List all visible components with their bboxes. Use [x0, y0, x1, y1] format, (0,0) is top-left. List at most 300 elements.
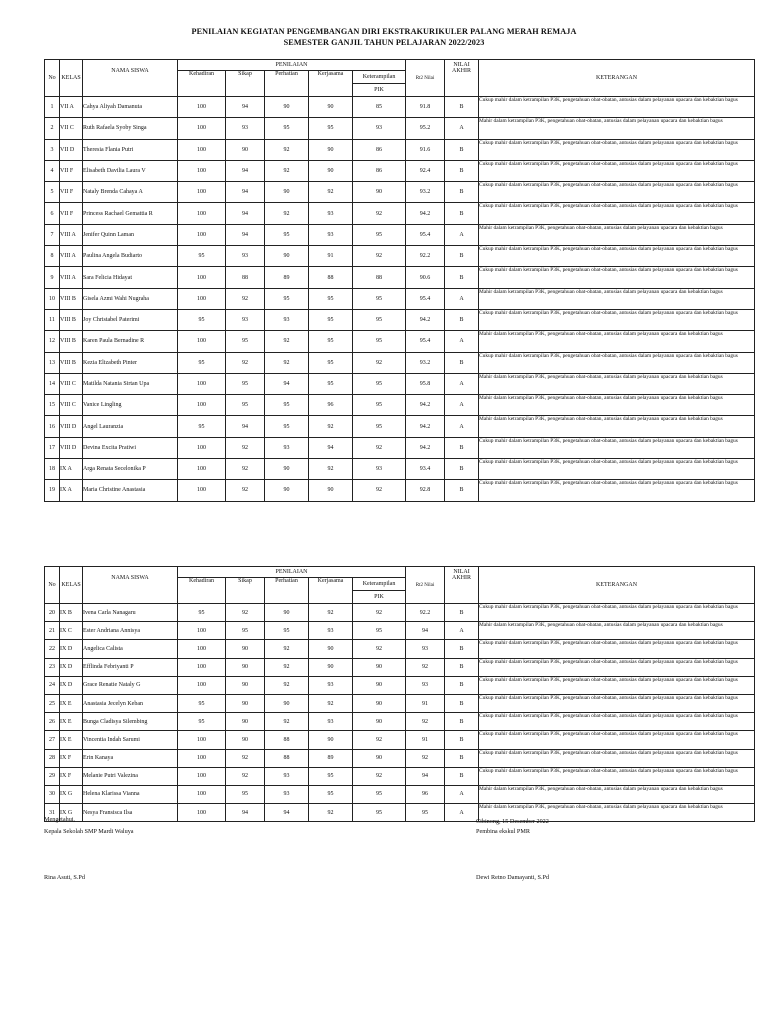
cell-sikap: 90 — [226, 139, 265, 160]
cell-sikap: 94 — [226, 224, 265, 245]
cell-nama: Melanie Putri Valezina — [83, 767, 178, 785]
table-row — [45, 395, 755, 416]
header-perhatian: Perhatian — [265, 578, 309, 604]
cell-kehadiran: 100 — [178, 731, 226, 749]
cell-sikap: 90 — [226, 658, 265, 676]
cell-sikap: 93 — [226, 246, 265, 267]
header-nama: NAMA SISWA — [83, 60, 178, 97]
cell-kerjasama: 90 — [309, 160, 353, 181]
cell-sikap: 93 — [226, 118, 265, 139]
cell-perhatian: 90 — [265, 246, 309, 267]
cell-kehadiran: 100 — [178, 224, 226, 245]
cell-nama: Gisela Azmi Wahi Nugraha — [83, 288, 178, 309]
cell-nama: Angelica Calista — [83, 640, 178, 658]
cell-kehadiran: 95 — [178, 604, 226, 622]
table-row — [45, 182, 755, 203]
table-row — [45, 622, 755, 640]
cell-no: 19 — [45, 480, 60, 501]
cell-kelas: IX B — [60, 604, 83, 622]
cell-kelas: IX D — [60, 640, 83, 658]
cell-nilai-akhir: A — [445, 224, 479, 245]
cell-perhatian: 93 — [265, 309, 309, 330]
cell-keterangan: Cukup mahir dalam ketrampilan P3K, pengetahuan obat-obatan, antusias dalam pelayanan upacara dan kebaktian bagus — [479, 437, 755, 458]
cell-keterampilan: 92 — [353, 352, 406, 373]
cell-no: 26 — [45, 713, 60, 731]
cell-kehadiran: 100 — [178, 640, 226, 658]
table-row — [45, 373, 755, 394]
cell-kerjasama: 90 — [309, 658, 353, 676]
cell-kehadiran: 100 — [178, 139, 226, 160]
cell-kelas: VIII A — [60, 267, 83, 288]
cell-kerjasama: 95 — [309, 767, 353, 785]
cell-perhatian: 94 — [265, 373, 309, 394]
cell-kerjasama: 95 — [309, 373, 353, 394]
cell-nilai-akhir: A — [445, 416, 479, 437]
footer-mengetahui: Mengetahui, — [44, 816, 76, 823]
cell-keterampilan: 86 — [353, 139, 406, 160]
cell-rata: 92 — [406, 713, 445, 731]
cell-kehadiran: 100 — [178, 785, 226, 803]
cell-kelas: IX E — [60, 713, 83, 731]
cell-kelas: IX F — [60, 749, 83, 767]
table-row — [45, 437, 755, 458]
cell-rata: 92.2 — [406, 604, 445, 622]
cell-keterangan: Mahir dalam ketrampilan P3K, pengetahuan obat-obatan, antusias dalam pelayanan upacara dan kebaktian bagus — [479, 395, 755, 416]
cell-rata: 93.4 — [406, 459, 445, 480]
header-kelas: KELAS — [60, 60, 83, 97]
cell-sikap: 95 — [226, 622, 265, 640]
cell-nilai-akhir: B — [445, 437, 479, 458]
cell-no: 23 — [45, 658, 60, 676]
cell-sikap: 94 — [226, 182, 265, 203]
cell-kerjasama: 95 — [309, 309, 353, 330]
cell-kelas: IX F — [60, 767, 83, 785]
cell-keterampilan: 95 — [353, 395, 406, 416]
cell-kelas: VIII D — [60, 437, 83, 458]
cell-nama: Devina Excita Pratiwi — [83, 437, 178, 458]
cell-keterangan: Cukup mahir dalam ketrampilan P3K, pengetahuan obat-obatan, antusias dalam pelayanan upacara dan kebaktian bagus — [479, 713, 755, 731]
cell-nilai-akhir: B — [445, 713, 479, 731]
cell-perhatian: 95 — [265, 118, 309, 139]
cell-keterampilan: 92 — [353, 604, 406, 622]
cell-keterampilan: 90 — [353, 749, 406, 767]
table-row — [45, 203, 755, 224]
cell-no: 30 — [45, 785, 60, 803]
cell-kehadiran: 100 — [178, 118, 226, 139]
cell-rata: 91 — [406, 694, 445, 712]
cell-keterangan: Cukup mahir dalam ketrampilan P3K, pengetahuan obat-obatan, antusias dalam pelayanan upacara dan kebaktian bagus — [479, 459, 755, 480]
cell-perhatian: 88 — [265, 749, 309, 767]
cell-kelas: VIII C — [60, 373, 83, 394]
cell-kehadiran: 100 — [178, 395, 226, 416]
cell-kehadiran: 100 — [178, 437, 226, 458]
cell-perhatian: 90 — [265, 480, 309, 501]
cell-kelas: VII C — [60, 118, 83, 139]
cell-keterampilan: 92 — [353, 203, 406, 224]
table-row — [45, 267, 755, 288]
table-row — [45, 118, 755, 139]
cell-nilai-akhir: B — [445, 97, 479, 118]
cell-kelas: VII F — [60, 182, 83, 203]
header-nilai-akhir: NILAI AKHIR — [445, 60, 479, 97]
cell-nama: Nesya Fransisca Ilsa — [83, 804, 178, 822]
cell-sikap: 92 — [226, 288, 265, 309]
cell-keterampilan: 93 — [353, 459, 406, 480]
cell-kerjasama: 92 — [309, 604, 353, 622]
cell-keterangan: Mahir dalam ketrampilan P3K, pengetahuan obat-obatan, antusias dalam pelayanan upacara dan kebaktian bagus — [479, 804, 755, 822]
cell-perhatian: 92 — [265, 676, 309, 694]
cell-no: 9 — [45, 267, 60, 288]
cell-no: 21 — [45, 622, 60, 640]
cell-sikap: 90 — [226, 640, 265, 658]
cell-nama: Cahya Aliyah Damanuta — [83, 97, 178, 118]
cell-kerjasama: 94 — [309, 437, 353, 458]
table-row — [45, 694, 755, 712]
cell-keterampilan: 88 — [353, 267, 406, 288]
cell-keterampilan: 90 — [353, 676, 406, 694]
cell-keterampilan: 86 — [353, 160, 406, 181]
footer-pembina-name: Dewi Retno Damayanti, S.Pd — [476, 874, 550, 881]
cell-no: 3 — [45, 139, 60, 160]
cell-keterampilan: 90 — [353, 713, 406, 731]
cell-keterangan: Cukup mahir dalam ketrampilan P3K, pengetahuan obat-obatan, antusias dalam pelayanan upacara dan kebaktian bagus — [479, 97, 755, 118]
cell-nilai-akhir: B — [445, 352, 479, 373]
cell-sikap: 95 — [226, 395, 265, 416]
cell-kehadiran: 100 — [178, 373, 226, 394]
cell-no: 24 — [45, 676, 60, 694]
cell-keterampilan: 90 — [353, 182, 406, 203]
cell-rata: 93 — [406, 676, 445, 694]
cell-kerjasama: 90 — [309, 97, 353, 118]
cell-nilai-akhir: A — [445, 804, 479, 822]
cell-perhatian: 93 — [265, 767, 309, 785]
cell-kelas: VII D — [60, 139, 83, 160]
cell-kelas: VII A — [60, 97, 83, 118]
cell-rata: 94.2 — [406, 203, 445, 224]
cell-keterampilan: 95 — [353, 416, 406, 437]
cell-perhatian: 92 — [265, 331, 309, 352]
cell-keterampilan: 95 — [353, 785, 406, 803]
cell-kerjasama: 95 — [309, 288, 353, 309]
cell-keterampilan: 93 — [353, 118, 406, 139]
cell-nilai-akhir: B — [445, 203, 479, 224]
cell-kelas: IX G — [60, 785, 83, 803]
header-rata: Rt2 Nilai — [406, 60, 445, 97]
cell-kerjasama: 93 — [309, 676, 353, 694]
header-sikap: Sikap — [226, 71, 265, 97]
cell-perhatian: 95 — [265, 416, 309, 437]
header-kelas: KELAS — [60, 567, 83, 604]
cell-kelas: IX C — [60, 622, 83, 640]
cell-no: 31 — [45, 804, 60, 822]
cell-kehadiran: 100 — [178, 622, 226, 640]
cell-keterangan: Cukup mahir dalam ketrampilan P3K, pengetahuan obat-obatan, antusias dalam pelayanan upacara dan kebaktian bagus — [479, 139, 755, 160]
cell-kerjasama: 93 — [309, 224, 353, 245]
header-kerjasama: Kerjasama — [309, 71, 353, 97]
cell-no: 10 — [45, 288, 60, 309]
cell-keterangan: Mahir dalam ketrampilan P3K, pengetahuan obat-obatan, antusias dalam pelayanan upacara dan kebaktian bagus — [479, 288, 755, 309]
cell-keterangan: Cukup mahir dalam ketrampilan P3K, pengetahuan obat-obatan, antusias dalam pelayanan upacara dan kebaktian bagus — [479, 767, 755, 785]
cell-keterangan: Cukup mahir dalam ketrampilan P3K, pengetahuan obat-obatan, antusias dalam pelayanan upacara dan kebaktian bagus — [479, 604, 755, 622]
cell-nama: Arga Renata Secelonika P — [83, 459, 178, 480]
footer-pembina-title: Pembina ekskul PMR — [476, 828, 530, 835]
cell-nilai-akhir: A — [445, 395, 479, 416]
cell-sikap: 92 — [226, 749, 265, 767]
cell-kelas: IX D — [60, 676, 83, 694]
cell-sikap: 93 — [226, 309, 265, 330]
header-perhatian: Perhatian — [265, 71, 309, 97]
header-keterangan: KETERANGAN — [479, 567, 755, 604]
cell-rata: 92.2 — [406, 246, 445, 267]
cell-kelas: IX E — [60, 731, 83, 749]
cell-kerjasama: 95 — [309, 352, 353, 373]
cell-kehadiran: 95 — [178, 416, 226, 437]
cell-rata: 91 — [406, 731, 445, 749]
cell-kehadiran: 100 — [178, 804, 226, 822]
cell-nama: Ivena Carla Nanagaru — [83, 604, 178, 622]
table-row — [45, 676, 755, 694]
cell-nama: Erin Kanaya — [83, 749, 178, 767]
cell-perhatian: 90 — [265, 459, 309, 480]
cell-nama: Grace Renatie Nataly G — [83, 676, 178, 694]
header-kehadiran: Kehadiran — [178, 578, 226, 604]
cell-rata: 91.8 — [406, 97, 445, 118]
cell-kerjasama: 95 — [309, 331, 353, 352]
cell-no: 29 — [45, 767, 60, 785]
grades-table-1 — [44, 59, 755, 502]
cell-kehadiran: 95 — [178, 246, 226, 267]
cell-nama: Jenifer Quinn Laman — [83, 224, 178, 245]
cell-keterampilan: 92 — [353, 640, 406, 658]
cell-kehadiran: 100 — [178, 203, 226, 224]
table-row — [45, 713, 755, 731]
table-row — [45, 459, 755, 480]
cell-sikap: 90 — [226, 694, 265, 712]
cell-keterangan: Cukup mahir dalam ketrampilan P3K, pengetahuan obat-obatan, antusias dalam pelayanan upacara dan kebaktian bagus — [479, 480, 755, 501]
table-row — [45, 97, 755, 118]
cell-perhatian: 95 — [265, 224, 309, 245]
cell-nilai-akhir: B — [445, 676, 479, 694]
cell-sikap: 92 — [226, 437, 265, 458]
cell-kerjasama: 90 — [309, 480, 353, 501]
table-row — [45, 785, 755, 803]
cell-keterampilan: 92 — [353, 437, 406, 458]
cell-nilai-akhir: B — [445, 160, 479, 181]
cell-keterampilan: 95 — [353, 804, 406, 822]
cell-kerjasama: 96 — [309, 395, 353, 416]
cell-keterangan: Cukup mahir dalam ketrampilan P3K, pengetahuan obat-obatan, antusias dalam pelayanan upacara dan kebaktian bagus — [479, 309, 755, 330]
cell-nilai-akhir: B — [445, 480, 479, 501]
cell-perhatian: 89 — [265, 267, 309, 288]
cell-kehadiran: 100 — [178, 182, 226, 203]
cell-nilai-akhir: A — [445, 288, 479, 309]
header-kehadiran: Kehadiran — [178, 71, 226, 97]
table-row — [45, 246, 755, 267]
cell-sikap: 92 — [226, 604, 265, 622]
table-row — [45, 767, 755, 785]
cell-no: 5 — [45, 182, 60, 203]
cell-nama: Paulina Angela Budiarto — [83, 246, 178, 267]
cell-kerjasama: 89 — [309, 749, 353, 767]
cell-rata: 94.2 — [406, 395, 445, 416]
cell-keterangan: Cukup mahir dalam ketrampilan P3K, pengetahuan obat-obatan, antusias dalam pelayanan upacara dan kebaktian bagus — [479, 658, 755, 676]
cell-nama: Efflinda Febriyanti P — [83, 658, 178, 676]
cell-nama: Helena Klarissa Vianna — [83, 785, 178, 803]
header-keterampilan: Keterampilan — [353, 71, 406, 84]
cell-keterangan: Cukup mahir dalam ketrampilan P3K, pengetahuan obat-obatan, antusias dalam pelayanan upacara dan kebaktian bagus — [479, 182, 755, 203]
table-row — [45, 352, 755, 373]
table-row — [45, 416, 755, 437]
cell-nama: Theresia Flania Putri — [83, 139, 178, 160]
cell-nama: Joy Christabel Paterimi — [83, 309, 178, 330]
cell-rata: 93.2 — [406, 182, 445, 203]
cell-kelas: VIII B — [60, 352, 83, 373]
cell-kelas: IX A — [60, 480, 83, 501]
cell-kelas: VII F — [60, 203, 83, 224]
cell-no: 25 — [45, 694, 60, 712]
cell-rata: 95.4 — [406, 224, 445, 245]
cell-rata: 92 — [406, 749, 445, 767]
cell-keterangan: Cukup mahir dalam ketrampilan P3K, pengetahuan obat-obatan, antusias dalam pelayanan upacara dan kebaktian bagus — [479, 749, 755, 767]
cell-rata: 94.2 — [406, 309, 445, 330]
cell-rata: 95.8 — [406, 373, 445, 394]
cell-keterangan: Mahir dalam ketrampilan P3K, pengetahuan obat-obatan, antusias dalam pelayanan upacara dan kebaktian bagus — [479, 118, 755, 139]
cell-nilai-akhir: B — [445, 459, 479, 480]
table-row — [45, 640, 755, 658]
cell-perhatian: 94 — [265, 804, 309, 822]
cell-no: 27 — [45, 731, 60, 749]
cell-keterangan: Mahir dalam ketrampilan P3K, pengetahuan obat-obatan, antusias dalam pelayanan upacara dan kebaktian bagus — [479, 224, 755, 245]
cell-nilai-akhir: B — [445, 767, 479, 785]
cell-perhatian: 95 — [265, 288, 309, 309]
table-row — [45, 139, 755, 160]
cell-kelas: VIII D — [60, 416, 83, 437]
cell-perhatian: 90 — [265, 604, 309, 622]
cell-kelas: VIII A — [60, 224, 83, 245]
cell-perhatian: 95 — [265, 622, 309, 640]
cell-sikap: 88 — [226, 267, 265, 288]
cell-nilai-akhir: A — [445, 331, 479, 352]
table-row — [45, 749, 755, 767]
cell-keterangan: Cukup mahir dalam ketrampilan P3K, pengetahuan obat-obatan, antusias dalam pelayanan upacara dan kebaktian bagus — [479, 160, 755, 181]
cell-kerjasama: 93 — [309, 713, 353, 731]
cell-sikap: 94 — [226, 203, 265, 224]
cell-kehadiran: 100 — [178, 658, 226, 676]
cell-keterampilan: 95 — [353, 373, 406, 394]
cell-no: 7 — [45, 224, 60, 245]
cell-rata: 93 — [406, 640, 445, 658]
cell-kehadiran: 100 — [178, 676, 226, 694]
cell-kelas: IX E — [60, 694, 83, 712]
footer-kepsek-name: Rina Asuti, S.Pd — [44, 874, 85, 881]
cell-nilai-akhir: B — [445, 604, 479, 622]
table-row — [45, 604, 755, 622]
cell-keterangan: Cukup mahir dalam ketrampilan P3K, pengetahuan obat-obatan, antusias dalam pelayanan upacara dan kebaktian bagus — [479, 203, 755, 224]
cell-kerjasama: 95 — [309, 118, 353, 139]
cell-nilai-akhir: B — [445, 731, 479, 749]
cell-no: 28 — [45, 749, 60, 767]
cell-keterampilan: 95 — [353, 309, 406, 330]
cell-nama: Elisabeth Davilia Laura V — [83, 160, 178, 181]
cell-sikap: 94 — [226, 160, 265, 181]
cell-nilai-akhir: B — [445, 694, 479, 712]
cell-keterampilan: 95 — [353, 288, 406, 309]
cell-no: 22 — [45, 640, 60, 658]
cell-perhatian: 93 — [265, 437, 309, 458]
cell-nama: Vanice Lingling — [83, 395, 178, 416]
cell-kelas: IX D — [60, 658, 83, 676]
cell-kelas: VIII C — [60, 395, 83, 416]
cell-no: 14 — [45, 373, 60, 394]
footer-place-date: Cibinong, 15 Desember 2022 — [476, 818, 549, 825]
cell-rata: 95.4 — [406, 331, 445, 352]
cell-rata: 94.2 — [406, 416, 445, 437]
cell-perhatian: 92 — [265, 203, 309, 224]
cell-kerjasama: 91 — [309, 246, 353, 267]
cell-no: 13 — [45, 352, 60, 373]
cell-keterampilan: 92 — [353, 767, 406, 785]
header-penilaian: PENILAIAN — [178, 567, 406, 578]
cell-nilai-akhir: A — [445, 785, 479, 803]
cell-rata: 92 — [406, 658, 445, 676]
cell-kehadiran: 100 — [178, 331, 226, 352]
cell-nilai-akhir: A — [445, 622, 479, 640]
header-keterangan: KETERANGAN — [479, 60, 755, 97]
cell-kerjasama: 93 — [309, 622, 353, 640]
cell-rata: 94 — [406, 767, 445, 785]
header-no: No — [45, 60, 60, 97]
grades-table-2 — [44, 566, 755, 822]
cell-nama: Nataly Brenda Cahaya A — [83, 182, 178, 203]
cell-no: 12 — [45, 331, 60, 352]
cell-sikap: 92 — [226, 480, 265, 501]
cell-sikap: 94 — [226, 804, 265, 822]
cell-keterampilan: 92 — [353, 246, 406, 267]
cell-keterampilan: 90 — [353, 694, 406, 712]
header-pik: PIK — [353, 84, 406, 97]
table-row — [45, 658, 755, 676]
cell-sikap: 95 — [226, 785, 265, 803]
cell-kelas: VIII B — [60, 331, 83, 352]
cell-perhatian: 92 — [265, 658, 309, 676]
cell-kelas: VII F — [60, 160, 83, 181]
cell-keterangan: Cukup mahir dalam ketrampilan P3K, pengetahuan obat-obatan, antusias dalam pelayanan upacara dan kebaktian bagus — [479, 731, 755, 749]
cell-kerjasama: 92 — [309, 694, 353, 712]
cell-keterangan: Mahir dalam ketrampilan P3K, pengetahuan obat-obatan, antusias dalam pelayanan upacara dan kebaktian bagus — [479, 622, 755, 640]
table-row — [45, 288, 755, 309]
header-pik: PIK — [353, 591, 406, 604]
cell-keterampilan: 95 — [353, 224, 406, 245]
cell-no: 6 — [45, 203, 60, 224]
cell-keterampilan: 85 — [353, 97, 406, 118]
cell-kerjasama: 92 — [309, 182, 353, 203]
cell-rata: 94.2 — [406, 437, 445, 458]
cell-kehadiran: 100 — [178, 288, 226, 309]
cell-perhatian: 92 — [265, 352, 309, 373]
cell-nama: Kezia Elizabeth Pinter — [83, 352, 178, 373]
cell-perhatian: 92 — [265, 713, 309, 731]
cell-nilai-akhir: B — [445, 246, 479, 267]
table-row — [45, 224, 755, 245]
cell-kerjasama: 92 — [309, 459, 353, 480]
header-sikap: Sikap — [226, 578, 265, 604]
cell-perhatian: 88 — [265, 731, 309, 749]
cell-keterangan: Cukup mahir dalam ketrampilan P3K, pengetahuan obat-obatan, antusias dalam pelayanan upacara dan kebaktian bagus — [479, 640, 755, 658]
cell-rata: 96 — [406, 785, 445, 803]
cell-keterangan: Cukup mahir dalam ketrampilan P3K, pengetahuan obat-obatan, antusias dalam pelayanan upacara dan kebaktian bagus — [479, 246, 755, 267]
cell-sikap: 95 — [226, 331, 265, 352]
cell-nama: Sara Felicia Hidayat — [83, 267, 178, 288]
